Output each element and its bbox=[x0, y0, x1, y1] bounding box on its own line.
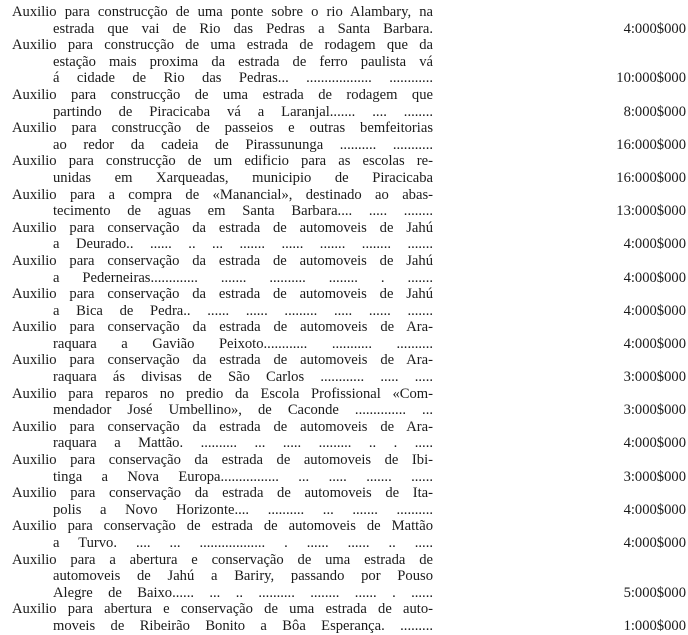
entry-description-line: Auxilio para conservação da estrada de automoveis de Ara- bbox=[12, 418, 433, 435]
entry-description-line: Auxilio para reparos no predio da Escola Profissional «Com- bbox=[12, 385, 433, 402]
entry-amount: 4:000$000 bbox=[623, 269, 686, 286]
entry-description-line: raquara a Gavião Peixoto............ ........... .......... bbox=[53, 335, 433, 352]
entry-description-line: moveis de Ribeirão Bonito a Bôa Esperança. ......... bbox=[53, 617, 433, 634]
entry-description-line: unidas em Xarqueadas, municipio de Piracicaba bbox=[53, 169, 433, 186]
budget-entry bbox=[0, 220, 688, 253]
entry-amount: 4:000$000 bbox=[623, 501, 686, 518]
budget-entry bbox=[0, 485, 688, 518]
budget-entry bbox=[0, 120, 688, 153]
entry-amount: 4:000$000 bbox=[623, 236, 686, 253]
entry-amount: 8:000$000 bbox=[623, 103, 686, 120]
entry-description-line: raquara a Mattão. .......... ... ..... ......... .. . ..... bbox=[53, 435, 433, 452]
entry-description-line: Auxilio para construcção de um edificio para as escolas re- bbox=[12, 153, 433, 170]
budget-entry bbox=[0, 601, 688, 634]
entry-amount: 16:000$000 bbox=[616, 136, 686, 153]
budget-entry bbox=[0, 187, 688, 220]
budget-entry bbox=[0, 386, 688, 419]
entry-description-line: Auxilio para a compra de «Manancial», destinado ao abas- bbox=[12, 186, 433, 203]
entry-description-line: polis a Novo Horizonte.... .......... ... ....... .......... bbox=[53, 501, 433, 518]
entry-amount: 13:000$000 bbox=[616, 203, 686, 220]
entry-amount: 4:000$000 bbox=[623, 335, 686, 352]
entry-description-line: a Turvo. .... ... .................. . ...... ...... .. ..... bbox=[53, 535, 433, 551]
budget-entry bbox=[0, 552, 688, 602]
entry-description-line: Auxilio para conservação da estrada de automoveis de Jahú bbox=[12, 219, 433, 236]
budget-entry bbox=[0, 452, 688, 485]
budget-entry bbox=[0, 319, 688, 352]
entry-description-line: raquara ás divisas de São Carlos ............ ..... ..... bbox=[53, 369, 433, 386]
entry-description-line: Auxilio para conservação da estrada de automoveis de Ara- bbox=[12, 319, 433, 336]
entry-description-line: tinga a Nova Europa................ ... ..... ....... ...... bbox=[53, 468, 433, 485]
entry-amount: 4:000$000 bbox=[623, 20, 686, 37]
entry-description-line: automoveis de Jahú a Bariry, passando por Pouso bbox=[53, 568, 433, 585]
budget-entry bbox=[0, 4, 688, 37]
entry-amount: 3:000$000 bbox=[623, 369, 686, 386]
entry-description-line: á cidade de Rio das Pedras... .................. ............ bbox=[53, 70, 433, 87]
entry-description-line: estrada que vai de Rio das Pedras a Santa Barbara. bbox=[53, 20, 433, 37]
entry-description-line: Auxilio para conservação de estrada de automoveis de Mattão bbox=[12, 518, 433, 535]
entry-amount: 4:000$000 bbox=[623, 535, 686, 551]
entry-description-line: Auxilio para conservação da estrada de automoveis de Jahú bbox=[12, 286, 433, 303]
entry-description-line: Alegre de Baixo...... ... .. .......... ........ ...... . ...... bbox=[53, 584, 433, 601]
entry-amount: 16:000$000 bbox=[616, 169, 686, 186]
entry-description-line: Auxilio para abertura e conservação de uma estrada de auto- bbox=[12, 601, 433, 618]
budget-entry bbox=[0, 352, 688, 385]
entry-description-line: a Pederneiras............. ....... .......... ........ . ....... bbox=[53, 269, 433, 286]
entry-amount: 3:000$000 bbox=[623, 468, 686, 485]
entry-description-line: a Deurado.. ...... .. ... ....... ...... ....... ........ ....... bbox=[53, 236, 433, 253]
entry-description-line: Auxilio para conservação da estrada de automoveis de Jahú bbox=[12, 252, 433, 269]
entry-amount: 3:000$000 bbox=[623, 402, 686, 419]
entry-amount: 10:000$000 bbox=[616, 70, 686, 87]
entry-description-line: tecimento de aguas em Santa Barbara.... ..... ........ bbox=[53, 203, 433, 220]
entry-amount: 5:000$000 bbox=[623, 584, 686, 601]
entry-description-line: Auxilio para construcção de passeios e outras bemfeitorias bbox=[12, 120, 433, 137]
budget-entry bbox=[0, 87, 688, 120]
entry-amount: 4:000$000 bbox=[623, 435, 686, 452]
document-page bbox=[0, 4, 688, 635]
budget-entry bbox=[0, 419, 688, 452]
entry-description-line: Auxilio para construcção de uma estrada de rodagem que bbox=[12, 86, 433, 103]
entry-description-line: Auxilio para conservação da estrada de automoveis de Ara- bbox=[12, 352, 433, 369]
budget-entry bbox=[0, 286, 688, 319]
entry-description-line: ao redor da cadeia de Pirassununga .......... ........... bbox=[53, 136, 433, 153]
budget-entry bbox=[0, 518, 688, 551]
entry-description-line: Auxilio para conservação da estrada de automoveis de Ita- bbox=[12, 485, 433, 502]
entry-description-line: Auxilio para conservação da estrada de automoveis de Ibi- bbox=[12, 452, 433, 469]
entry-description-line: Auxilio para a abertura e conservação de uma estrada de bbox=[12, 551, 433, 568]
entry-description-line: estação mais proxima da estrada de ferro paulista vá bbox=[53, 53, 433, 70]
budget-entry bbox=[0, 253, 688, 286]
entry-description-line: Auxilio para construcção de uma ponte sobre o rio Alambary, na bbox=[12, 4, 433, 20]
entry-description-line: mendador José Umbellino», de Caconde .............. ... bbox=[53, 402, 433, 419]
entry-description-line: Auxilio para construcção de uma estrada de rodagem que da bbox=[12, 37, 433, 54]
entry-description-line: a Bica de Pedra.. ...... ...... ......... ..... ...... ....... bbox=[53, 302, 433, 319]
entry-amount: 1:000$000 bbox=[623, 617, 686, 634]
entry-description-line: partindo de Piracicaba vá a Laranjal....... .... ........ bbox=[53, 103, 433, 120]
entry-amount: 4:000$000 bbox=[623, 302, 686, 319]
budget-entry bbox=[0, 37, 688, 87]
budget-entry bbox=[0, 153, 688, 186]
